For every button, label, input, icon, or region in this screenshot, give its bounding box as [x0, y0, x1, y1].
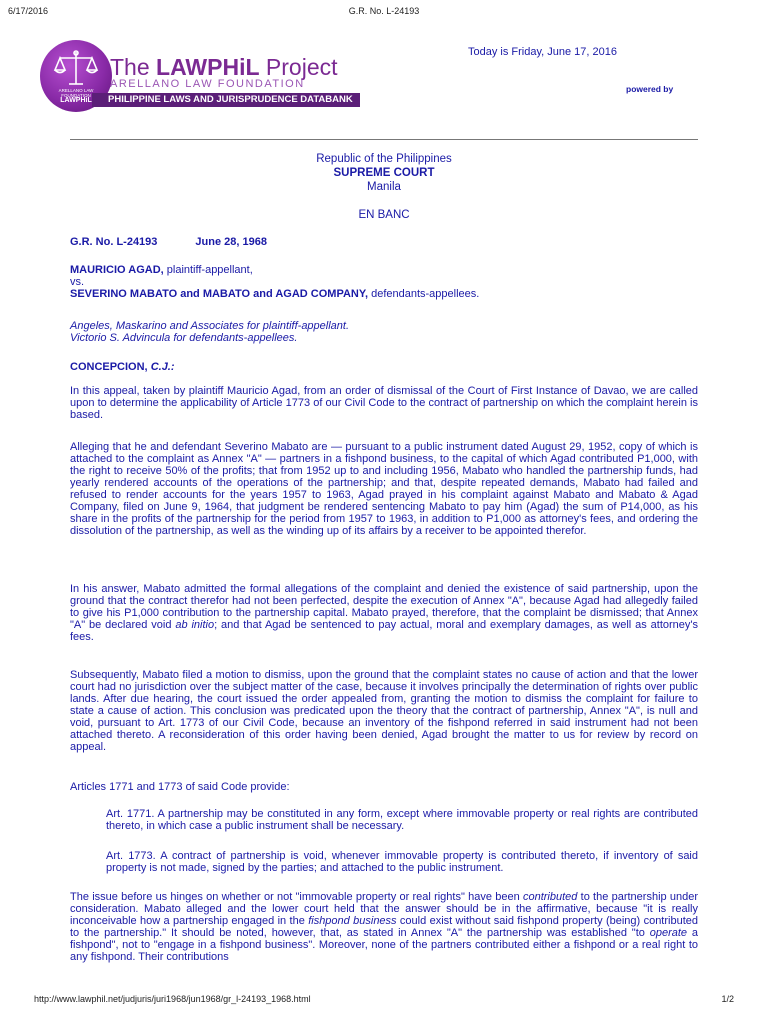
paragraph-4: Subsequently, Mabato filed a motion to dismiss, upon the ground that the complaint states no cause of action and that the lower court had no jurisdiction over the subject matter of the case, because it involves principally the determination of rights over public lands. After due hearing, the court issued the order appealed from, granting the motion to dismiss the complaint for failure to state a cause of action. This conclusion was predicated upon the theory that the contract of partnership, Annex "A", is null and void, pursuant to Art. 1773 of our Civil Code, because an inventory of the fishpond referred in said instrument had not been attached thereto. A reconsideration of this order having been denied, Agad brought the matter to us for review by record on appeal. [70, 669, 698, 753]
paragraph-3 [70, 583, 698, 643]
ponente-name: CONCEPCION, [70, 361, 151, 373]
paragraph-5: Articles 1771 and 1773 of said Code provide: [70, 781, 290, 793]
paragraph-3-part-b: ; and that Agad be sentenced to pay actual, moral and exemplary damages, as well as attorney's fees. [70, 619, 699, 643]
plaintiff-role: plaintiff-appellant, [163, 264, 253, 276]
counsel-defendant: Victorio S. Advincula for defendants-appellees. [70, 332, 298, 344]
print-header [8, 6, 760, 18]
logo-banner: PHILIPPINE LAWS AND JURISPRUDENCE DATABANK [92, 93, 360, 107]
defendant-role: defendants-appellees. [368, 288, 480, 300]
paragraph-6-part-c: could exist without said fishpond property (being) contributed to the partnership." It should be noted, however, that, as stated in Annex "A" the partnership was established "to [70, 915, 698, 939]
paragraph-1: In this appeal, taken by plaintiff Mauricio Agad, from an order of dismissal of the Court of First Instance of Davao, we are called upon to determine the applicability of Article 1773 of our Civil Code to the contract of partnership on which the complaint herein is based. [70, 385, 698, 421]
counsel-block [70, 320, 698, 344]
paragraph-6-part-d: a fishpond", not to "engage in a fishpond business". Moreover, none of the partners contributed either a fishpond or a real right to any fishpond. Their contributions [70, 927, 698, 963]
print-title: G.R. No. L-24193 [348, 6, 420, 16]
plaintiff-line [70, 264, 698, 276]
court-division: EN BANC [358, 209, 410, 221]
paragraph-6-italic-2: fishpond business [308, 915, 397, 927]
court-republic: Republic of the Philippines [316, 153, 452, 165]
plaintiff-name: MAURICIO AGAD, [70, 264, 164, 276]
logo-title [110, 54, 338, 81]
today-date: Today is Friday, June 17, 2016 [468, 46, 617, 58]
case-parties [70, 264, 698, 300]
print-date: 6/17/2016 [8, 6, 49, 16]
footer-page-number: 1/2 [721, 994, 734, 1004]
lawphil-logo[interactable] [40, 40, 360, 112]
seal-name: LAWPHiL [60, 97, 92, 104]
logo-title-project: Project [259, 54, 338, 80]
paragraph-6-part-a: The issue before us hinges on whether or not "immovable property or real rights" have been [70, 891, 523, 903]
logo-title-the: The [110, 54, 157, 80]
case-gr-number: G.R. No. L-24193 [70, 236, 158, 248]
paragraph-6-italic-1: contributed [522, 891, 578, 903]
case-heading [70, 236, 698, 248]
versus: vs. [70, 276, 85, 288]
paragraph-3-part-a: In his answer, Mabato admitted the formal allegations of the complaint and denied the existence of said partnership, upon the ground that the contract therefor had not been perfected, despite the execution of Annex "A", because Agad had allegedly failed to give his P1,000 contribution to the partnership capital. Mabato prayed, therefore, that the complaint be dismissed; that Annex "A" be declared void [70, 583, 698, 631]
paragraph-3-italic: ab initio [175, 619, 215, 631]
footer-url[interactable]: http://www.lawphil.net/judjuris/juri1968/jun1968/gr_l-24193_1968.html [34, 994, 311, 1004]
header-divider [70, 139, 698, 140]
logo-title-brand: LAWPHiL [156, 54, 260, 80]
logo-subtitle: ARELLANO LAW FOUNDATION [110, 78, 305, 90]
paragraph-6-part-b: to the partnership under consideration. Mabato alleged and the lower court held that the answer should be in the affirmative, because "it is really inconceivable how a partnership engaged in the [70, 891, 699, 927]
scales-of-justice-icon [52, 48, 100, 88]
court-name: SUPREME COURT [333, 167, 435, 179]
quote-art-1773: Art. 1773. A contract of partnership is void, whenever immovable property is contributed thereto, if inventory of said property is not made, signed by the parties; and attached to the public instrument. [106, 850, 698, 874]
seal-caption: ARELLANO LAW FOUNDATION [58, 88, 94, 98]
paragraph-2: Alleging that he and defendant Severino Mabato are — pursuant to a public instrument dated August 29, 1952, copy of which is attached to the complaint as Annex "A" — partners in a fishpond business, to the capital of which Agad contributed P1,000, with the right to receive 50% of the profits; that from 1952 up to and including 1956, Mabato who handled the partnership funds, had yearly rendered accounts of the operations of the partnership; and that, despite repeated demands, Mabato had failed and refused to render accounts for the years 1957 to 1963, Agad prayed in his complaint against Mabato and Mabato & Agad Company, filed on June 9, 1964, that judgment be rendered sentencing Mabato to pay him (Agad) the sum of P14,000, as his share in the profits of the partnership for the period from 1957 to 1963, in addition to P1,000 as attorney's fees, and ordering the dissolution of the partnership, as well as the winding up of its affairs by a receiver to be appointed therefor. [70, 441, 698, 537]
court-city: Manila [367, 181, 401, 193]
quote-art-1771: Art. 1771. A partnership may be constituted in any form, except where immovable property or real rights are contributed thereto, in which case a public instrument shall be necessary. [106, 808, 698, 832]
powered-by-link[interactable]: powered by [626, 84, 674, 94]
print-footer [34, 994, 734, 1006]
ponente-title: C.J.: [150, 361, 175, 373]
counsel-plaintiff: Angeles, Maskarino and Associates for plaintiff-appellant. [70, 320, 350, 332]
case-date: June 28, 1968 [195, 236, 267, 248]
paragraph-6 [70, 891, 698, 963]
ponente [70, 361, 698, 373]
paragraph-6-italic-3: operate [649, 927, 688, 939]
defendant-name: SEVERINO MABATO and MABATO and AGAD COMPANY, [70, 288, 369, 300]
defendant-line [70, 288, 698, 300]
